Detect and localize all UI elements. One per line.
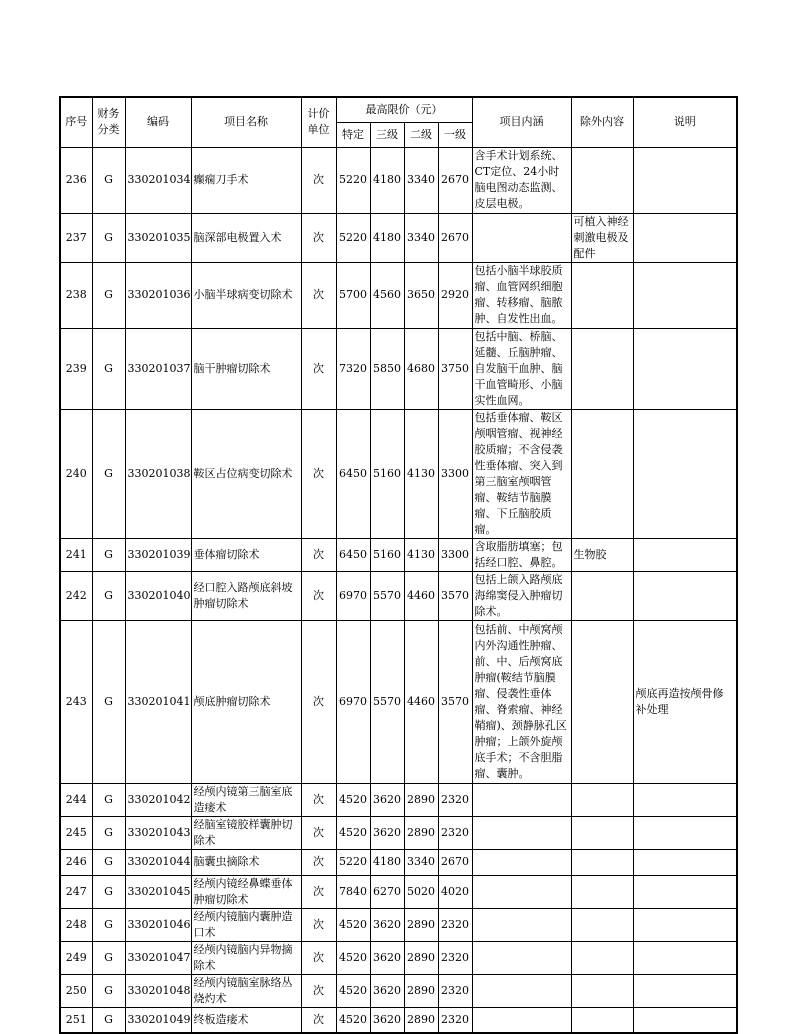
table-cell-price-level2: 2890 — [404, 908, 438, 941]
table-cell-content: 包括中脑、桥脑、延髓、丘脑肿瘤、自发脑干血肿、脑干血管畸形、小脑实性血网。 — [472, 328, 571, 409]
table-cell-price-level2: 4460 — [404, 571, 438, 620]
table-row — [60, 908, 737, 941]
header-seq: 序号 — [60, 97, 92, 147]
table-cell-unit: 次 — [301, 262, 336, 328]
table-cell-note: 颅底再造按颅骨修补处理 — [633, 620, 737, 783]
table-row — [60, 213, 737, 262]
table-row — [60, 409, 737, 538]
table-cell-code: 330201041 — [125, 620, 191, 783]
table-row — [60, 783, 737, 816]
table-cell-unit: 次 — [301, 213, 336, 262]
table-cell-category: G — [92, 620, 125, 783]
table-cell-name: 鞍区占位病变切除术 — [191, 409, 301, 538]
table-cell-price-level2: 5020 — [404, 875, 438, 908]
table-cell-note — [633, 816, 737, 849]
header-unit: 计价单位 — [301, 97, 336, 147]
header-name: 项目名称 — [191, 97, 301, 147]
table-cell-price-level2: 4680 — [404, 328, 438, 409]
header-code: 编码 — [125, 97, 191, 147]
table-cell-price-level1: 2920 — [438, 262, 472, 328]
table-cell-price-special: 7320 — [336, 328, 370, 409]
table-cell-price-level1: 2320 — [438, 941, 472, 974]
table-cell-content: 含手术计划系统、CT定位、24小时脑电图动态监测、皮层电极。 — [472, 147, 571, 213]
table-cell-price-level3: 4180 — [370, 147, 404, 213]
table-cell-name: 经颅内镜经鼻蝶垂体肿瘤切除术 — [191, 875, 301, 908]
table-cell-price-level1: 2670 — [438, 147, 472, 213]
table-cell-price-special: 4520 — [336, 974, 370, 1007]
table-cell-price-level1: 2320 — [438, 816, 472, 849]
table-cell-content — [472, 974, 571, 1007]
header-level2: 二级 — [404, 122, 438, 147]
table-cell-seq: 247 — [60, 875, 92, 908]
table-cell-price-level3: 5570 — [370, 620, 404, 783]
table-cell-excluded — [571, 849, 633, 875]
table-cell-code: 330201045 — [125, 875, 191, 908]
table-cell-excluded: 可植入神经刺激电极及配件 — [571, 213, 633, 262]
header-note: 说明 — [633, 97, 737, 147]
table-cell-content — [472, 816, 571, 849]
table-cell-note — [633, 328, 737, 409]
table-cell-unit: 次 — [301, 875, 336, 908]
table-cell-note — [633, 783, 737, 816]
table-cell-seq: 246 — [60, 849, 92, 875]
table-cell-price-special: 5220 — [336, 147, 370, 213]
table-cell-unit: 次 — [301, 849, 336, 875]
table-cell-price-level1: 3570 — [438, 620, 472, 783]
table-cell-excluded — [571, 783, 633, 816]
table-cell-name: 终板造瘘术 — [191, 1007, 301, 1033]
table-cell-excluded — [571, 974, 633, 1007]
table-cell-name: 垂体瘤切除术 — [191, 538, 301, 571]
table-cell-code: 330201034 — [125, 147, 191, 213]
table-cell-price-special: 6970 — [336, 620, 370, 783]
table-cell-excluded — [571, 816, 633, 849]
table-cell-price-level2: 3340 — [404, 213, 438, 262]
table-cell-note — [633, 974, 737, 1007]
header-special: 特定 — [336, 122, 370, 147]
table-cell-unit: 次 — [301, 941, 336, 974]
table-cell-price-level2: 2890 — [404, 974, 438, 1007]
table-cell-price-level3: 4180 — [370, 849, 404, 875]
table-cell-price-special: 7840 — [336, 875, 370, 908]
table-cell-price-special: 6450 — [336, 538, 370, 571]
table-cell-seq: 248 — [60, 908, 92, 941]
table-cell-note — [633, 409, 737, 538]
table-cell-category: G — [92, 908, 125, 941]
table-cell-price-special: 6450 — [336, 409, 370, 538]
table-cell-content — [472, 941, 571, 974]
table-cell-name: 经颅内镜第三脑室底造瘘术 — [191, 783, 301, 816]
table-cell-price-level1: 2670 — [438, 849, 472, 875]
table-cell-excluded — [571, 328, 633, 409]
table-row — [60, 620, 737, 783]
table-cell-price-level1: 3300 — [438, 409, 472, 538]
table-cell-name: 颅底肿瘤切除术 — [191, 620, 301, 783]
table-cell-content — [472, 908, 571, 941]
table-cell-price-level3: 3620 — [370, 816, 404, 849]
table-cell-seq: 245 — [60, 816, 92, 849]
table-cell-note — [633, 875, 737, 908]
table-cell-price-level3: 3620 — [370, 941, 404, 974]
table-row — [60, 262, 737, 328]
table-cell-category: G — [92, 1007, 125, 1033]
table-cell-note — [633, 213, 737, 262]
table-cell-seq: 242 — [60, 571, 92, 620]
table-cell-price-level3: 6270 — [370, 875, 404, 908]
table-cell-content — [472, 213, 571, 262]
table-cell-code: 330201042 — [125, 783, 191, 816]
table-cell-price-level1: 2320 — [438, 908, 472, 941]
table-cell-price-level2: 4130 — [404, 409, 438, 538]
table-cell-price-level3: 3620 — [370, 783, 404, 816]
table-cell-unit: 次 — [301, 816, 336, 849]
table-cell-note — [633, 538, 737, 571]
table-cell-content — [472, 849, 571, 875]
table-cell-unit: 次 — [301, 620, 336, 783]
table-cell-name: 经颅内镜脑室脉络丛烧灼术 — [191, 974, 301, 1007]
table-cell-seq: 238 — [60, 262, 92, 328]
table-cell-code: 330201043 — [125, 816, 191, 849]
table-cell-category: G — [92, 849, 125, 875]
table-cell-category: G — [92, 875, 125, 908]
table-cell-excluded — [571, 941, 633, 974]
table-cell-category: G — [92, 974, 125, 1007]
table-cell-price-level2: 2890 — [404, 816, 438, 849]
table-cell-price-level3: 5160 — [370, 538, 404, 571]
table-cell-code: 330201036 — [125, 262, 191, 328]
table-cell-seq: 241 — [60, 538, 92, 571]
table-cell-unit: 次 — [301, 974, 336, 1007]
header-level3: 三级 — [370, 122, 404, 147]
table-cell-price-level1: 4020 — [438, 875, 472, 908]
table-cell-seq: 236 — [60, 147, 92, 213]
table-cell-price-level3: 4180 — [370, 213, 404, 262]
table-cell-content — [472, 783, 571, 816]
header-fin-cat: 财务分类 — [92, 97, 125, 147]
table-cell-excluded — [571, 908, 633, 941]
table-cell-name: 小脑半球病变切除术 — [191, 262, 301, 328]
table-row — [60, 571, 737, 620]
table-cell-price-special: 5220 — [336, 213, 370, 262]
table-cell-price-level3: 3620 — [370, 974, 404, 1007]
table-cell-unit: 次 — [301, 147, 336, 213]
table-row — [60, 147, 737, 213]
table-row — [60, 538, 737, 571]
table-cell-note — [633, 908, 737, 941]
table-cell-content: 包括小脑半球胶质瘤、血管网织细胞瘤、转移瘤、脑脓肿、自发性出血。 — [472, 262, 571, 328]
table-cell-price-level3: 5570 — [370, 571, 404, 620]
table-row — [60, 875, 737, 908]
table-cell-unit: 次 — [301, 328, 336, 409]
table-cell-category: G — [92, 147, 125, 213]
table-cell-name: 脑深部电极置入术 — [191, 213, 301, 262]
table-cell-content: 包括垂体瘤、鞍区颅咽管瘤、视神经胶质瘤；不含侵袭性垂体瘤、突入到第三脑室颅咽管瘤、鞍结节脑膜瘤、下丘脑胶质瘤。 — [472, 409, 571, 538]
table-cell-code: 330201039 — [125, 538, 191, 571]
table-cell-excluded — [571, 147, 633, 213]
table-cell-price-special: 4520 — [336, 908, 370, 941]
table-cell-code: 330201035 — [125, 213, 191, 262]
table-cell-category: G — [92, 816, 125, 849]
table-cell-content: 含取脂肪填塞；包括经口腔、鼻腔。 — [472, 538, 571, 571]
table-cell-price-level2: 4460 — [404, 620, 438, 783]
table-cell-name: 经口腔入路颅底斜坡肿瘤切除术 — [191, 571, 301, 620]
table-cell-price-level1: 3300 — [438, 538, 472, 571]
table-row — [60, 941, 737, 974]
table-cell-category: G — [92, 409, 125, 538]
table-cell-seq: 237 — [60, 213, 92, 262]
table-cell-category: G — [92, 941, 125, 974]
table-cell-name: 脑囊虫摘除术 — [191, 849, 301, 875]
table-cell-category: G — [92, 328, 125, 409]
table-cell-price-special: 5700 — [336, 262, 370, 328]
table-cell-price-special: 4520 — [336, 783, 370, 816]
table-cell-price-special: 4520 — [336, 941, 370, 974]
table-cell-excluded — [571, 262, 633, 328]
table-cell-unit: 次 — [301, 409, 336, 538]
table-cell-content: 包括前、中颅窝颅内外沟通性肿瘤、前、中、后颅窝底肿瘤(鞍结节脑膜瘤、侵袭性垂体瘤、脊索瘤、神经鞘瘤)、颈静脉孔区肿瘤；上颌外旋颅底手术；不含胆脂瘤、囊肿。 — [472, 620, 571, 783]
table-cell-note — [633, 571, 737, 620]
table-cell-seq: 251 — [60, 1007, 92, 1033]
table-cell-content — [472, 875, 571, 908]
table-cell-price-level2: 3340 — [404, 849, 438, 875]
table-cell-unit: 次 — [301, 1007, 336, 1033]
table-cell-code: 330201047 — [125, 941, 191, 974]
table-cell-price-level3: 5160 — [370, 409, 404, 538]
table-cell-price-level3: 4560 — [370, 262, 404, 328]
table-cell-price-level1: 2320 — [438, 783, 472, 816]
table-cell-note — [633, 262, 737, 328]
table-row — [60, 849, 737, 875]
table-cell-category: G — [92, 538, 125, 571]
table-cell-excluded — [571, 571, 633, 620]
table-cell-code: 330201046 — [125, 908, 191, 941]
table-row — [60, 974, 737, 1007]
table-cell-price-level1: 3750 — [438, 328, 472, 409]
table-cell-seq: 239 — [60, 328, 92, 409]
table-cell-code: 330201038 — [125, 409, 191, 538]
table-cell-price-level2: 2890 — [404, 941, 438, 974]
table-cell-unit: 次 — [301, 538, 336, 571]
table-cell-note — [633, 941, 737, 974]
table-cell-price-level3: 5850 — [370, 328, 404, 409]
table-cell-content: 包括上颌入路颅底海绵窦侵入肿瘤切除术。 — [472, 571, 571, 620]
table-cell-name: 经脑室镜胶样囊肿切除术 — [191, 816, 301, 849]
table-cell-name: 经颅内镜脑内异物摘除术 — [191, 941, 301, 974]
table-cell-code: 330201040 — [125, 571, 191, 620]
table-cell-unit: 次 — [301, 783, 336, 816]
table-cell-price-special: 4520 — [336, 816, 370, 849]
table-cell-price-level2: 3340 — [404, 147, 438, 213]
header-content: 项目内涵 — [472, 97, 571, 147]
table-cell-code: 330201044 — [125, 849, 191, 875]
table-cell-seq: 243 — [60, 620, 92, 783]
table-cell-excluded — [571, 875, 633, 908]
table-cell-category: G — [92, 213, 125, 262]
table-cell-name: 脑干肿瘤切除术 — [191, 328, 301, 409]
table-cell-excluded — [571, 409, 633, 538]
table-cell-excluded: 生物胶 — [571, 538, 633, 571]
table-cell-seq: 244 — [60, 783, 92, 816]
table-cell-code: 330201048 — [125, 974, 191, 1007]
table-cell-name: 癫痫刀手术 — [191, 147, 301, 213]
table-cell-note — [633, 849, 737, 875]
table-cell-price-level2: 4130 — [404, 538, 438, 571]
table-cell-price-special: 6970 — [336, 571, 370, 620]
table-cell-price-level2: 2890 — [404, 1007, 438, 1033]
table-cell-seq: 250 — [60, 974, 92, 1007]
table-cell-price-level1: 2670 — [438, 213, 472, 262]
price-table — [59, 96, 738, 1034]
table-cell-price-level1: 3570 — [438, 571, 472, 620]
table-cell-price-level2: 3650 — [404, 262, 438, 328]
table-cell-price-special: 4520 — [336, 1007, 370, 1033]
table-cell-excluded — [571, 620, 633, 783]
table-cell-category: G — [92, 262, 125, 328]
header-max-price: 最高限价（元） — [336, 97, 472, 122]
table-cell-price-level3: 3620 — [370, 1007, 404, 1033]
table-cell-name: 经颅内镜脑内囊肿造口术 — [191, 908, 301, 941]
table-cell-unit: 次 — [301, 571, 336, 620]
table-cell-price-level1: 2320 — [438, 1007, 472, 1033]
table-row — [60, 328, 737, 409]
table-cell-code: 330201049 — [125, 1007, 191, 1033]
table-cell-seq: 249 — [60, 941, 92, 974]
table-cell-price-level2: 2890 — [404, 783, 438, 816]
header-excluded: 除外内容 — [571, 97, 633, 147]
table-row — [60, 816, 737, 849]
table-cell-price-level1: 2320 — [438, 974, 472, 1007]
table-cell-price-special: 5220 — [336, 849, 370, 875]
table-cell-seq: 240 — [60, 409, 92, 538]
table-cell-code: 330201037 — [125, 328, 191, 409]
table-cell-note — [633, 147, 737, 213]
table-cell-category: G — [92, 571, 125, 620]
table-cell-price-level3: 3620 — [370, 908, 404, 941]
table-cell-unit: 次 — [301, 908, 336, 941]
table-cell-category: G — [92, 783, 125, 816]
header-level1: 一级 — [438, 122, 472, 147]
